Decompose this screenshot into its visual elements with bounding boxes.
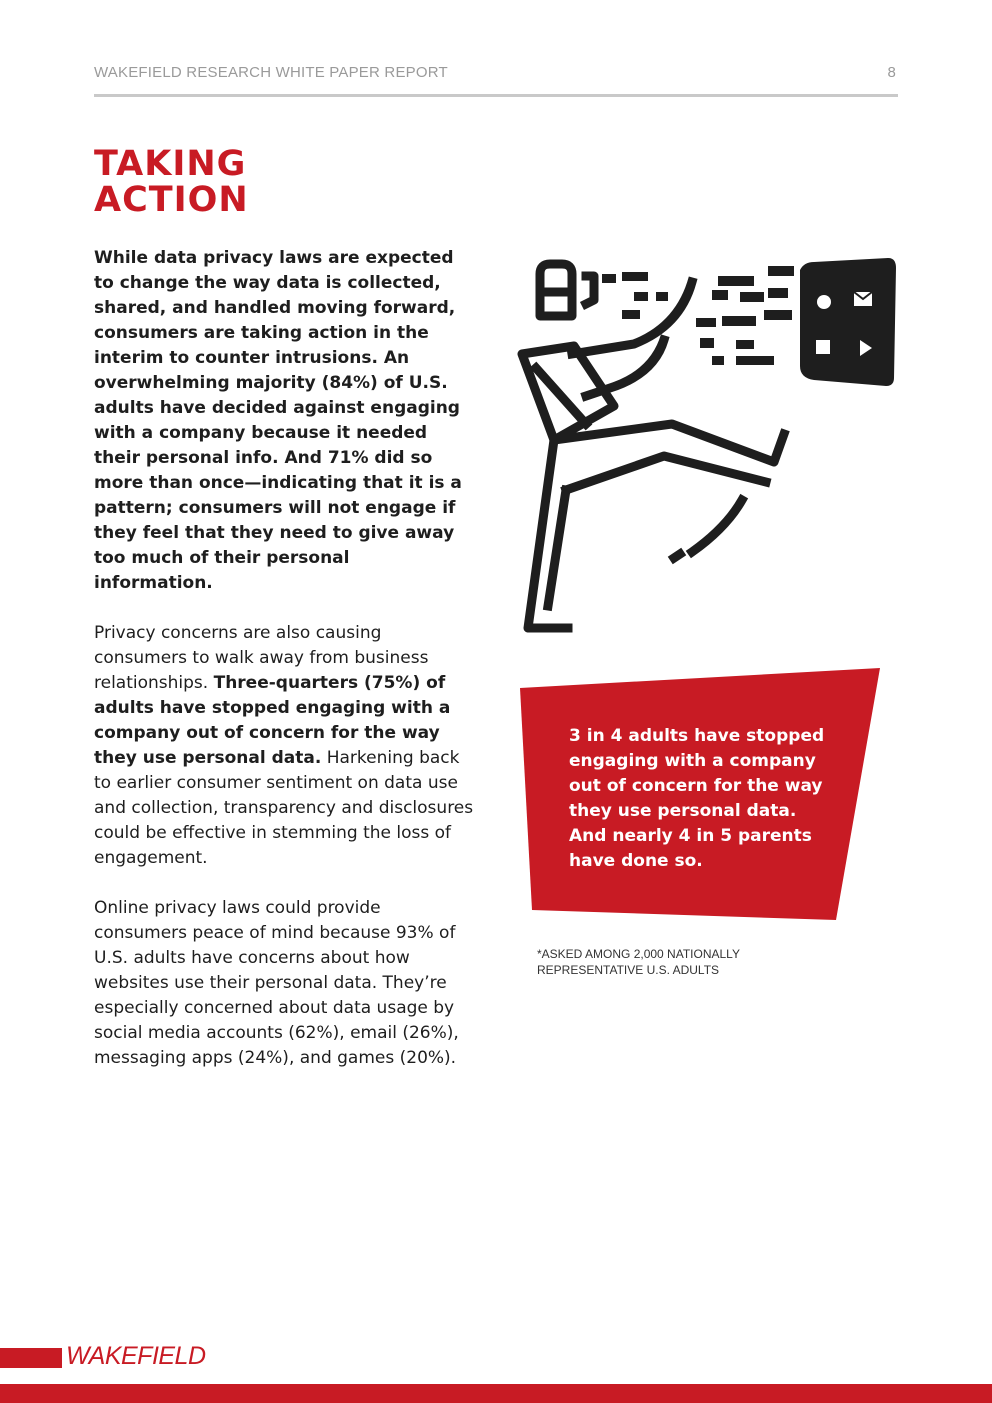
callout-text: 3 in 4 adults have stopped engaging with a company out of concern for the way they use personal data. And nearly 4 in 5 parents have done so. xyxy=(569,726,825,871)
page-number: 8 xyxy=(887,64,896,81)
engagement-text-end: Harkening back to earlier consumer sentiment on data use and collection, transparency and disclosures could be effective in stemming the loss of engagement. xyxy=(94,748,474,868)
intro-paragraph: While data privacy laws are expected to change the way data is collected, shared, and handled moving forward, consumers are taking action in the interim to counter intrusions. An overwhelming majority (84%) of U.S. adults have decided against engaging with a company because it needed their personal info. And 71% did so more than once—indicating that it is a pattern; consumers will not engage if they feel that they need to give away too much of their personal information. xyxy=(94,248,462,593)
privacy-laws-paragraph: Online privacy laws could provide consumers peace of mind because 93% of U.S. adults have concerns about how websites use their personal data. They’re especially concerned about data usage by social media accounts (62%), email (26%), messaging apps (24%), and games (20%). xyxy=(94,898,459,1068)
engagement-paragraph xyxy=(94,621,474,871)
section-title-line1: TAKING xyxy=(94,144,247,184)
wakefield-logo: WAKEFIELD xyxy=(66,1342,206,1370)
stat-callout xyxy=(518,666,880,920)
section-title-line2: ACTION xyxy=(94,180,249,220)
engagement-text-start: Privacy concerns are also causing consumers to walk away from business relationships. xyxy=(94,623,429,693)
footnote: *ASKED AMONG 2,000 NATIONALLY REPRESENTATIVE U.S. ADULTS xyxy=(537,947,740,977)
engagement-highlight: Three-quarters (75%) of adults have stopped engaging with a company out of concern for the way they use personal data. xyxy=(94,673,451,768)
report-title: WAKEFIELD RESEARCH WHITE PAPER REPORT xyxy=(94,64,448,81)
logo-bar xyxy=(0,1348,62,1368)
page-header xyxy=(94,64,898,97)
footer-bar xyxy=(0,1384,992,1403)
person-kicking-away-data-icon xyxy=(514,256,898,638)
body-column xyxy=(94,246,474,1096)
section-title xyxy=(94,146,249,218)
